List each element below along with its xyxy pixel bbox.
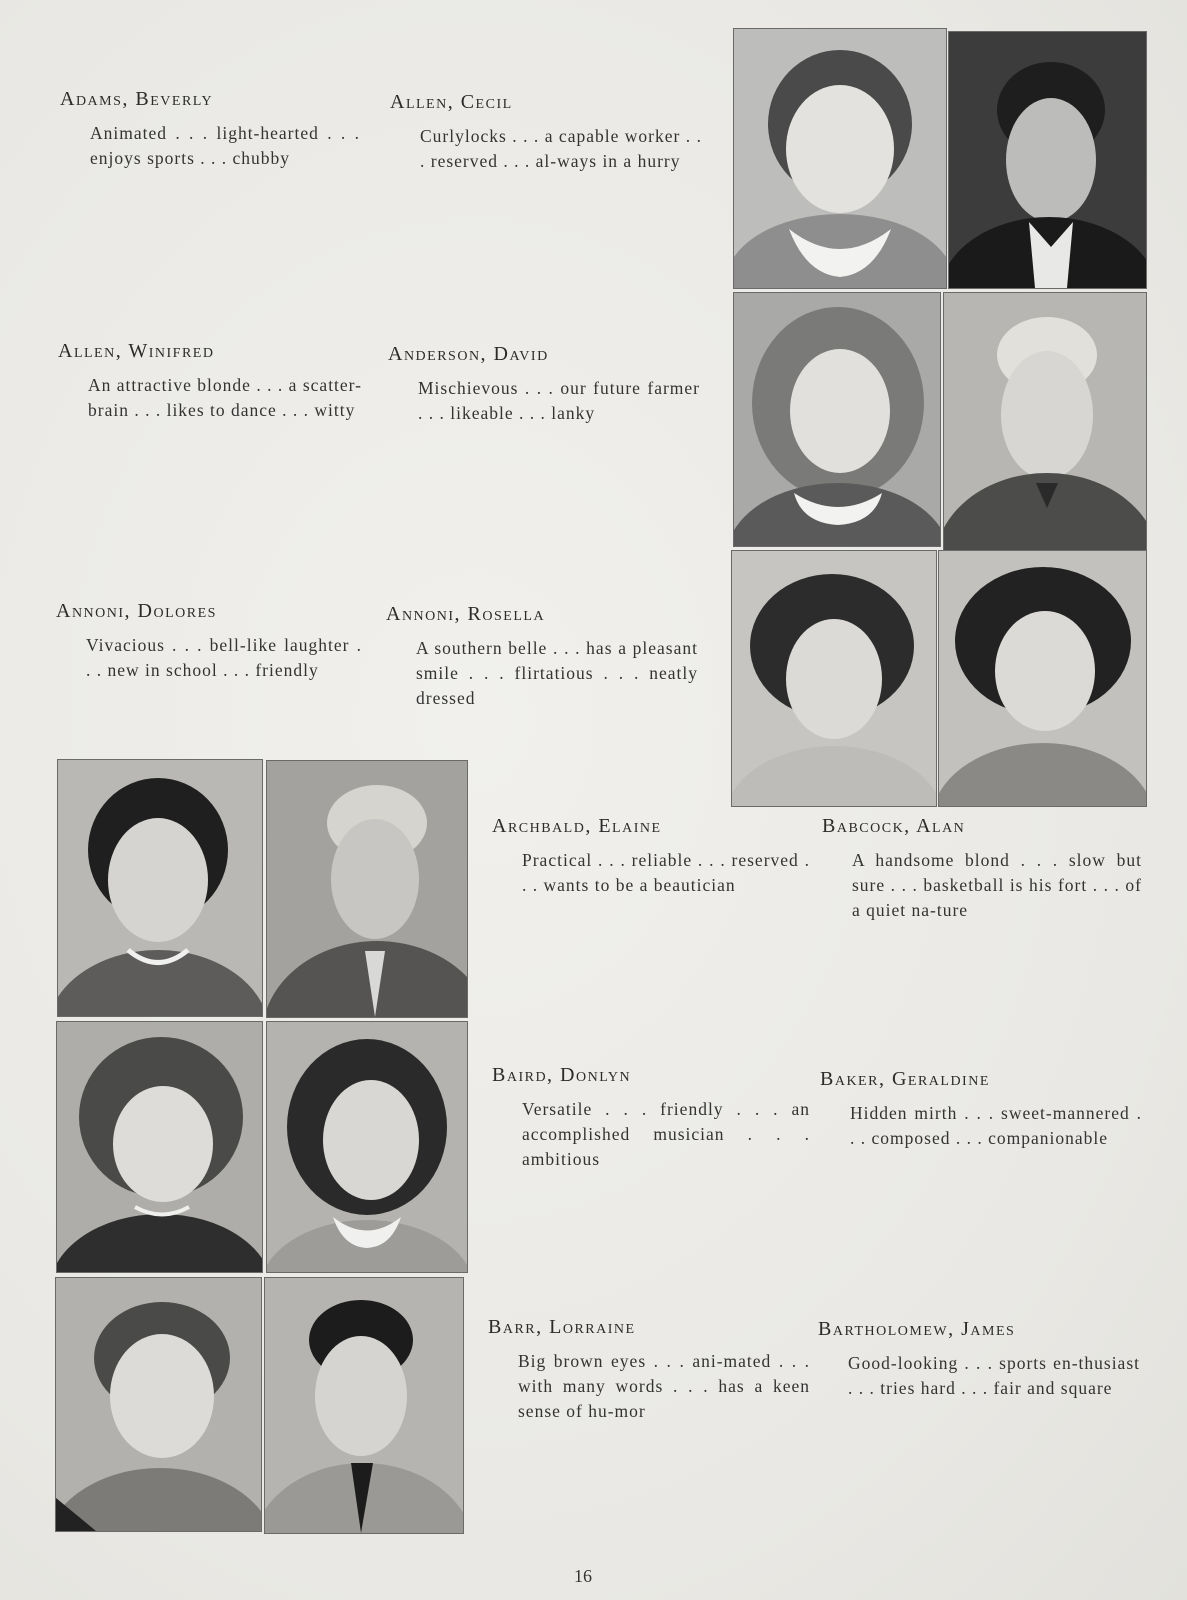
portrait-photo-baker-geraldine (266, 1021, 468, 1273)
entry-annoni-rosella (386, 603, 698, 711)
student-description: Mischievous . . . our future farmer . . . likeable . . . lanky (418, 378, 700, 423)
entry-archbald-elaine (492, 815, 810, 898)
entry-baird-donlyn (492, 1064, 810, 1172)
page-number: 16 (574, 1566, 592, 1586)
student-description: Practical . . . reliable . . . reserved . . . wants to be a beautician (522, 850, 810, 895)
student-description: Big brown eyes . . . ani-mated . . . with many words . . . has a keen sense of hu-mor (518, 1351, 810, 1421)
student-description: An attractive blonde . . . a scatter-brain . . . likes to dance . . . witty (88, 375, 362, 420)
portrait-photo-allen-cecil (948, 31, 1147, 289)
student-description: A handsome blond . . . slow but sure . . . basketball is his fort . . . of a quiet na-ture (852, 850, 1142, 920)
portrait-photo-bartholomew-james (264, 1277, 464, 1534)
student-name: Allen, Winifred (58, 340, 215, 362)
entry-barr-lorraine (488, 1316, 810, 1424)
portrait-photo-annoni-rosella (938, 550, 1147, 807)
student-name: Allen, Cecil (390, 91, 513, 113)
portrait-photo-archbald-elaine (57, 759, 263, 1017)
entry-babcock-alan (822, 815, 1142, 923)
student-description: Curlylocks . . . a capable worker . . . reserved . . . al-ways in a hurry (420, 126, 702, 171)
student-description: Vivacious . . . bell-like laughter . . . new in school . . . friendly (86, 635, 362, 680)
student-name: Babcock, Alan (822, 815, 966, 837)
entry-anderson-david (388, 343, 700, 426)
student-description: Hidden mirth . . . sweet-mannered . . . composed . . . companionable (850, 1103, 1142, 1148)
student-description: Versatile . . . friendly . . . an accomplished musician . . . ambitious (522, 1099, 810, 1169)
student-name: Bartholomew, James (818, 1318, 1016, 1340)
entry-annoni-dolores (56, 600, 362, 683)
entry-adams-beverly (60, 88, 360, 171)
portrait-photo-annoni-dolores (731, 550, 937, 807)
entry-baker-geraldine (820, 1068, 1142, 1151)
student-name: Annoni, Rosella (386, 603, 546, 625)
student-name: Anderson, David (388, 343, 549, 365)
student-name: Annoni, Dolores (56, 600, 217, 622)
entry-allen-winifred (58, 340, 362, 423)
portrait-photo-anderson-david (943, 292, 1147, 553)
student-name: Archbald, Elaine (492, 815, 662, 837)
portrait-photo-babcock-alan (266, 760, 468, 1018)
portrait-photo-allen-winifred (733, 292, 941, 547)
portrait-photo-baird-donlyn (56, 1021, 263, 1273)
entry-bartholomew-james (818, 1318, 1140, 1401)
student-description: Good-looking . . . sports en-thusiast . . . tries hard . . . fair and square (848, 1353, 1140, 1398)
entry-allen-cecil (390, 91, 702, 174)
student-description: Animated . . . light-hearted . . . enjoys sports . . . chubby (90, 123, 360, 168)
portrait-photo-barr-lorraine (55, 1277, 262, 1532)
student-name: Baird, Donlyn (492, 1064, 632, 1086)
student-name: Barr, Lorraine (488, 1316, 636, 1338)
portrait-photo-adams-beverly (733, 28, 947, 289)
student-name: Baker, Geraldine (820, 1068, 990, 1090)
student-description: A southern belle . . . has a pleasant smile . . . flirtatious . . . neatly dressed (416, 638, 698, 708)
student-name: Adams, Beverly (60, 88, 214, 110)
